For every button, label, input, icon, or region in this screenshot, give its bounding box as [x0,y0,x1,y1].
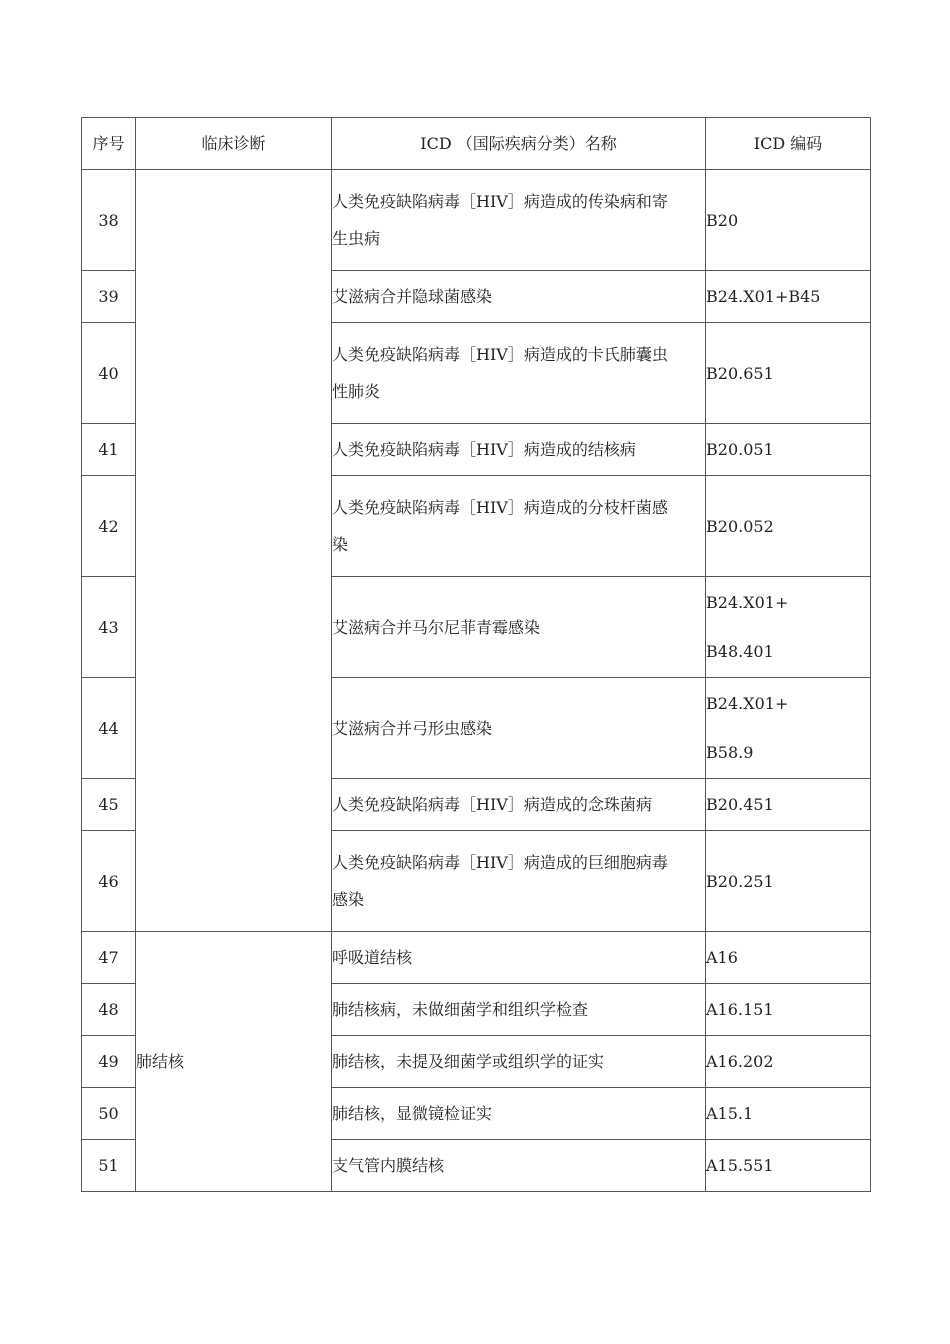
table-row [82,932,871,984]
icd-name-cell [332,170,706,271]
icd-name-cell [332,831,706,932]
icd-code-line: B20.051 [706,440,774,459]
icd-code-line: A16.151 [706,1000,774,1019]
line-gap [332,213,705,227]
icd-name-line: 肺结核病，未做细菌学和组织学检查 [332,1000,589,1019]
row-number: 40 [82,323,136,424]
header-seq: 序号 [82,118,136,170]
row-number: 38 [82,170,136,271]
icd-code-cell [706,678,871,779]
header-icd-code: ICD 编码 [706,118,871,170]
icd-code-cell [706,476,871,577]
icd-name-line: 感染 [332,890,365,909]
icd-name-line: 人类免疫缺陷病毒［HIV］病造成的分枝杆菌感 [332,498,668,517]
icd-code-line: B20.251 [706,871,774,891]
icd-code-cell [706,779,871,831]
line-gap [706,715,870,741]
icd-name-line: 艾滋病合并弓形虫感染 [332,718,493,738]
line-gap [332,519,705,533]
icd-name-cell [332,271,706,323]
icd-name-line: 呼吸道结核 [332,948,413,967]
icd-name-line: 生虫病 [332,229,381,248]
icd-name-line: 人类免疫缺陷病毒［HIV］病造成的念珠菌病 [332,795,652,814]
icd-code-line: B20.451 [706,795,774,814]
icd-code-cell [706,424,871,476]
icd-name-line: 人类免疫缺陷病毒［HIV］病造成的传染病和寄 [332,192,668,211]
icd-code-cell [706,984,871,1036]
icd-code-cell [706,170,871,271]
table-body [82,170,871,1192]
icd-name-cell [332,577,706,678]
icd-name-line: 人类免疫缺陷病毒［HIV］病造成的卡氏肺囊虫 [332,345,668,364]
diagnosis-group [136,170,332,932]
icd-code-cell [706,1088,871,1140]
row-number: 43 [82,577,136,678]
icd-code-line: B24.X01+B45 [706,287,821,306]
icd-code-cell [706,1140,871,1192]
row-number: 49 [82,1036,136,1088]
icd-name-cell [332,779,706,831]
icd-name-cell [332,1088,706,1140]
icd-code-cell [706,1036,871,1088]
icd-name-line: 肺结核，未提及细菌学或组织学的证实 [332,1052,605,1071]
row-number: 42 [82,476,136,577]
icd-name-cell [332,1140,706,1192]
header-icd-name: ICD （国际疾病分类）名称 [332,118,706,170]
icd-code-line: B24.X01+ [706,593,789,612]
header-diagnosis: 临床诊断 [136,118,332,170]
row-number: 44 [82,678,136,779]
line-gap [706,614,870,640]
row-number: 47 [82,932,136,984]
icd-name-cell [332,678,706,779]
icd-code-cell [706,323,871,424]
row-number: 39 [82,271,136,323]
icd-name-cell [332,932,706,984]
icd-code-cell [706,932,871,984]
diagnosis-group: 肺结核 [136,932,332,1192]
icd-code-line: A15.551 [706,1156,774,1175]
icd-code-line: B24.X01+ [706,694,789,713]
line-gap [332,366,705,380]
icd-code-cell [706,577,871,678]
icd-table [81,117,871,1192]
table-row [82,170,871,271]
icd-name-line: 艾滋病合并隐球菌感染 [332,287,493,306]
icd-code-cell [706,831,871,932]
icd-code-line: B20 [706,210,739,230]
icd-code-line: A16.202 [706,1052,774,1071]
icd-code-line: B58.9 [706,743,754,762]
icd-name-line: 艾滋病合并马尔尼菲青霉感染 [332,617,541,637]
table-header-row [82,118,871,170]
icd-name-line: 人类免疫缺陷病毒［HIV］病造成的巨细胞病毒 [332,853,668,872]
row-number: 45 [82,779,136,831]
icd-name-cell [332,323,706,424]
icd-code-line: A15.1 [706,1104,754,1123]
icd-name-line: 支气管内膜结核 [332,1156,445,1175]
line-gap [332,874,705,888]
icd-code-line: B20.651 [706,363,774,383]
row-number: 48 [82,984,136,1036]
row-number: 50 [82,1088,136,1140]
icd-name-cell [332,424,706,476]
row-number: 46 [82,831,136,932]
row-number: 41 [82,424,136,476]
icd-code-line: B20.052 [706,516,774,536]
icd-name-line: 人类免疫缺陷病毒［HIV］病造成的结核病 [332,440,636,459]
icd-name-line: 肺结核，显微镜检证实 [332,1104,493,1123]
icd-code-line: A16 [706,948,738,967]
icd-name-cell [332,476,706,577]
icd-name-line: 性肺炎 [332,382,381,401]
icd-name-cell [332,1036,706,1088]
row-number: 51 [82,1140,136,1192]
icd-name-line: 染 [332,535,349,554]
icd-code-cell [706,271,871,323]
icd-code-line: B48.401 [706,642,774,661]
icd-name-cell [332,984,706,1036]
